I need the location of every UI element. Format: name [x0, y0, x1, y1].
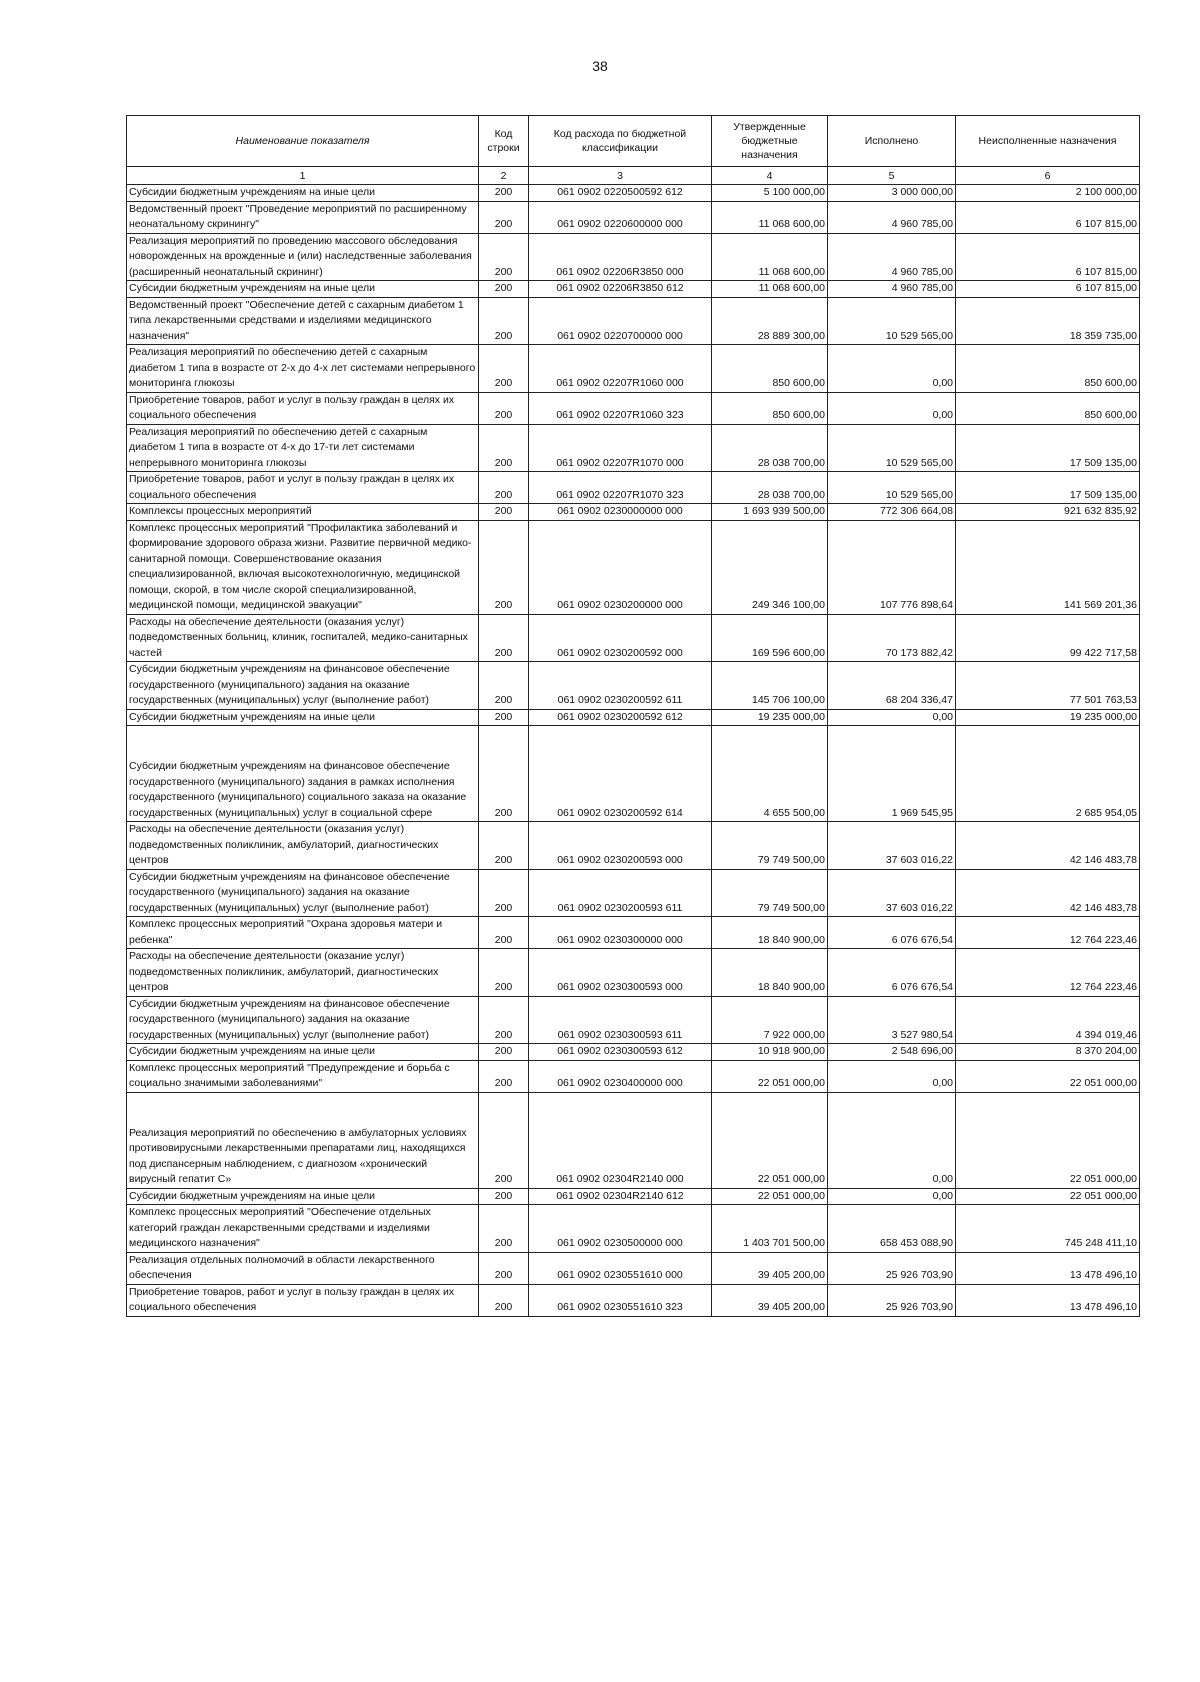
row-name-cell: Комплекс процессных мероприятий "Профилактика заболеваний и формирование здорового образа жизни. Развитие первичной медико-санитарной помощи. Совершенствование оказания специализированной, включая высокотехнологичную, медицинской помощи, скорой, в том числе скорой специализированной, медицинской помощи, медицинской эвакуации" — [127, 520, 479, 614]
row-executed-cell: 70 173 882,42 — [828, 614, 956, 662]
row-approved-cell: 22 051 000,00 — [712, 1188, 828, 1205]
row-executed-cell: 25 926 703,90 — [828, 1252, 956, 1284]
row-classification-cell: 061 0902 0230500000 000 — [529, 1205, 712, 1253]
row-approved-cell: 7 922 000,00 — [712, 996, 828, 1044]
row-unexecuted-cell: 850 600,00 — [956, 392, 1140, 424]
row-unexecuted-cell: 22 051 000,00 — [956, 1092, 1140, 1188]
row-unexecuted-cell: 141 569 201,36 — [956, 520, 1140, 614]
row-executed-cell: 4 960 785,00 — [828, 233, 956, 281]
row-approved-cell: 10 918 900,00 — [712, 1044, 828, 1061]
row-executed-cell: 0,00 — [828, 1060, 956, 1092]
row-approved-cell: 169 596 600,00 — [712, 614, 828, 662]
row-approved-cell: 39 405 200,00 — [712, 1284, 828, 1316]
column-number-row — [127, 167, 1140, 185]
row-name-cell: Реализация мероприятий по обеспечению детей с сахарным диабетом 1 типа в возрасте от 2-х до 4-х лет системами непрерывного мониторинга глюкозы — [127, 345, 479, 393]
row-code-cell: 200 — [479, 1060, 529, 1092]
table-row — [127, 392, 1140, 424]
table-row — [127, 1092, 1140, 1188]
row-unexecuted-cell: 99 422 717,58 — [956, 614, 1140, 662]
row-classification-cell: 061 0902 0230200592 000 — [529, 614, 712, 662]
row-executed-cell: 658 453 088,90 — [828, 1205, 956, 1253]
row-code-cell: 200 — [479, 996, 529, 1044]
row-approved-cell: 79 749 500,00 — [712, 869, 828, 917]
row-classification-cell: 061 0902 0230300593 000 — [529, 949, 712, 997]
column-number: 6 — [956, 167, 1140, 185]
row-executed-cell: 0,00 — [828, 392, 956, 424]
row-unexecuted-cell: 2 685 954,05 — [956, 726, 1140, 822]
row-unexecuted-cell: 12 764 223,46 — [956, 917, 1140, 949]
row-code-cell: 200 — [479, 504, 529, 521]
row-unexecuted-cell: 4 394 019,46 — [956, 996, 1140, 1044]
row-executed-cell: 4 960 785,00 — [828, 201, 956, 233]
row-approved-cell: 145 706 100,00 — [712, 662, 828, 710]
row-classification-cell: 061 0902 02304R2140 612 — [529, 1188, 712, 1205]
row-code-cell: 200 — [479, 1092, 529, 1188]
table-row — [127, 1284, 1140, 1316]
row-approved-cell: 22 051 000,00 — [712, 1092, 828, 1188]
row-name-cell: Комплекс процессных мероприятий "Обеспечение отдельных категорий граждан лекарственными средствами и изделиями медицинского назначения" — [127, 1205, 479, 1253]
row-executed-cell: 25 926 703,90 — [828, 1284, 956, 1316]
header-approved: Утвержденные бюджетные назначения — [712, 116, 828, 167]
row-name-cell: Субсидии бюджетным учреждениям на иные цели — [127, 281, 479, 298]
row-code-cell: 200 — [479, 662, 529, 710]
row-name-cell: Комплексы процессных мероприятий — [127, 504, 479, 521]
header-classification: Код расхода по бюджетной классификации — [529, 116, 712, 167]
row-executed-cell: 3 527 980,54 — [828, 996, 956, 1044]
row-unexecuted-cell: 22 051 000,00 — [956, 1188, 1140, 1205]
table-row — [127, 233, 1140, 281]
row-executed-cell: 4 960 785,00 — [828, 281, 956, 298]
table-header-row — [127, 116, 1140, 167]
row-code-cell: 200 — [479, 709, 529, 726]
row-approved-cell: 18 840 900,00 — [712, 949, 828, 997]
row-executed-cell: 6 076 676,54 — [828, 917, 956, 949]
column-number: 1 — [127, 167, 479, 185]
row-approved-cell: 850 600,00 — [712, 345, 828, 393]
row-classification-cell: 061 0902 0230400000 000 — [529, 1060, 712, 1092]
row-approved-cell: 1 693 939 500,00 — [712, 504, 828, 521]
header-name: Наименование показателя — [127, 116, 479, 167]
row-executed-cell: 772 306 664,08 — [828, 504, 956, 521]
row-classification-cell: 061 0902 0230300000 000 — [529, 917, 712, 949]
row-name-cell: Субсидии бюджетным учреждениям на финансовое обеспечение государственного (муниципального) задания на оказание государственных (муниципальных) услуг (выполнение работ) — [127, 996, 479, 1044]
row-unexecuted-cell: 2 100 000,00 — [956, 185, 1140, 202]
row-code-cell: 200 — [479, 949, 529, 997]
row-code-cell: 200 — [479, 392, 529, 424]
row-executed-cell: 3 000 000,00 — [828, 185, 956, 202]
table-row — [127, 345, 1140, 393]
row-classification-cell: 061 0902 0230200592 614 — [529, 726, 712, 822]
table-row — [127, 614, 1140, 662]
row-unexecuted-cell: 6 107 815,00 — [956, 233, 1140, 281]
row-name-cell: Расходы на обеспечение деятельности (оказания услуг) подведомственных больниц, клиник, госпиталей, медико-санитарных частей — [127, 614, 479, 662]
row-executed-cell: 68 204 336,47 — [828, 662, 956, 710]
table-row — [127, 949, 1140, 997]
row-name-cell: Приобретение товаров, работ и услуг в пользу граждан в целях их социального обеспечения — [127, 1284, 479, 1316]
row-executed-cell: 10 529 565,00 — [828, 472, 956, 504]
row-code-cell: 200 — [479, 1284, 529, 1316]
row-classification-cell: 061 0902 02207R1070 000 — [529, 424, 712, 472]
column-number: 4 — [712, 167, 828, 185]
row-name-cell: Субсидии бюджетным учреждениям на иные цели — [127, 1188, 479, 1205]
row-code-cell: 200 — [479, 185, 529, 202]
row-code-cell: 200 — [479, 233, 529, 281]
row-name-cell: Субсидии бюджетным учреждениям на иные цели — [127, 185, 479, 202]
row-code-cell: 200 — [479, 1044, 529, 1061]
row-name-cell: Субсидии бюджетным учреждениям на финансовое обеспечение государственного (муниципального) задания в рамках исполнения государственного (муниципального) социального заказа на оказание государственных (муниципальных) услуг в социальной сфере — [127, 726, 479, 822]
row-code-cell: 200 — [479, 614, 529, 662]
row-code-cell: 200 — [479, 1205, 529, 1253]
table-row — [127, 709, 1140, 726]
row-unexecuted-cell: 13 478 496,10 — [956, 1284, 1140, 1316]
row-executed-cell: 0,00 — [828, 1092, 956, 1188]
table-row — [127, 504, 1140, 521]
row-unexecuted-cell: 8 370 204,00 — [956, 1044, 1140, 1061]
row-approved-cell: 28 889 300,00 — [712, 297, 828, 345]
row-classification-cell: 061 0902 0230551610 000 — [529, 1252, 712, 1284]
row-unexecuted-cell: 42 146 483,78 — [956, 822, 1140, 870]
row-approved-cell: 18 840 900,00 — [712, 917, 828, 949]
row-unexecuted-cell: 12 764 223,46 — [956, 949, 1140, 997]
row-name-cell: Субсидии бюджетным учреждениям на финансовое обеспечение государственного (муниципального) задания на оказание государственных (муниципальных) услуг (выполнение работ) — [127, 662, 479, 710]
row-classification-cell: 061 0902 0230200000 000 — [529, 520, 712, 614]
table-row — [127, 1060, 1140, 1092]
row-name-cell: Реализация мероприятий по обеспечению детей с сахарным диабетом 1 типа в возрасте от 4-х до 17-ти лет системами непрерывного мониторинга глюкозы — [127, 424, 479, 472]
row-code-cell: 200 — [479, 472, 529, 504]
row-code-cell: 200 — [479, 424, 529, 472]
row-executed-cell: 0,00 — [828, 709, 956, 726]
row-code-cell: 200 — [479, 345, 529, 393]
row-approved-cell: 11 068 600,00 — [712, 201, 828, 233]
row-approved-cell: 11 068 600,00 — [712, 233, 828, 281]
row-unexecuted-cell: 17 509 135,00 — [956, 424, 1140, 472]
row-unexecuted-cell: 18 359 735,00 — [956, 297, 1140, 345]
row-unexecuted-cell: 19 235 000,00 — [956, 709, 1140, 726]
row-classification-cell: 061 0902 02207R1060 323 — [529, 392, 712, 424]
row-code-cell: 200 — [479, 822, 529, 870]
table-row — [127, 726, 1140, 822]
row-classification-cell: 061 0902 0230200592 612 — [529, 709, 712, 726]
row-name-cell: Субсидии бюджетным учреждениям на финансовое обеспечение государственного (муниципального) задания на оказание государственных (муниципальных) услуг (выполнение работ) — [127, 869, 479, 917]
row-classification-cell: 061 0902 02304R2140 000 — [529, 1092, 712, 1188]
row-name-cell: Приобретение товаров, работ и услуг в пользу граждан в целях их социального обеспечения — [127, 392, 479, 424]
row-name-cell: Комплекс процессных мероприятий "Предупреждение и борьба с социально значимыми заболеваниями" — [127, 1060, 479, 1092]
header-code: Код строки — [479, 116, 529, 167]
row-name-cell: Комплекс процессных мероприятий "Охрана здоровья матери и ребенка" — [127, 917, 479, 949]
row-classification-cell: 061 0902 0230000000 000 — [529, 504, 712, 521]
table-row — [127, 869, 1140, 917]
table-row — [127, 472, 1140, 504]
row-unexecuted-cell: 6 107 815,00 — [956, 281, 1140, 298]
row-classification-cell: 061 0902 0230200593 611 — [529, 869, 712, 917]
row-executed-cell: 107 776 898,64 — [828, 520, 956, 614]
row-approved-cell: 11 068 600,00 — [712, 281, 828, 298]
row-unexecuted-cell: 745 248 411,10 — [956, 1205, 1140, 1253]
row-unexecuted-cell: 42 146 483,78 — [956, 869, 1140, 917]
row-approved-cell: 19 235 000,00 — [712, 709, 828, 726]
row-unexecuted-cell: 77 501 763,53 — [956, 662, 1140, 710]
row-executed-cell: 0,00 — [828, 345, 956, 393]
row-name-cell: Ведомственный проект "Обеспечение детей с сахарным диабетом 1 типа лекарственными средствами и изделиями медицинского назначения" — [127, 297, 479, 345]
page-number: 38 — [592, 58, 608, 74]
table-row — [127, 1252, 1140, 1284]
table-body — [127, 185, 1140, 1317]
column-number: 3 — [529, 167, 712, 185]
row-name-cell: Расходы на обеспечение деятельности (оказание услуг) подведомственных поликлиник, амбулаторий, диагностических центров — [127, 949, 479, 997]
row-approved-cell: 5 100 000,00 — [712, 185, 828, 202]
row-classification-cell: 061 0902 0220600000 000 — [529, 201, 712, 233]
column-number: 2 — [479, 167, 529, 185]
row-executed-cell: 2 548 696,00 — [828, 1044, 956, 1061]
row-name-cell: Субсидии бюджетным учреждениям на иные цели — [127, 1044, 479, 1061]
row-code-cell: 200 — [479, 726, 529, 822]
row-classification-cell: 061 0902 0230300593 611 — [529, 996, 712, 1044]
row-executed-cell: 37 603 016,22 — [828, 869, 956, 917]
row-classification-cell: 061 0902 0220700000 000 — [529, 297, 712, 345]
row-code-cell: 200 — [479, 1188, 529, 1205]
row-classification-cell: 061 0902 02206R3850 612 — [529, 281, 712, 298]
table-row — [127, 822, 1140, 870]
row-approved-cell: 28 038 700,00 — [712, 472, 828, 504]
table-row — [127, 1188, 1140, 1205]
header-unexecuted: Неисполненные назначения — [956, 116, 1140, 167]
table-row — [127, 201, 1140, 233]
row-name-cell: Реализация мероприятий по проведению массового обследования новорожденных на врожденные и (или) наследственные заболевания (расширенный неонатальный скрининг) — [127, 233, 479, 281]
header-executed: Исполнено — [828, 116, 956, 167]
row-unexecuted-cell: 17 509 135,00 — [956, 472, 1140, 504]
row-executed-cell: 37 603 016,22 — [828, 822, 956, 870]
row-name-cell: Реализация мероприятий по обеспечению в амбулаторных условиях противовирусными лекарственными препаратами лиц, находящихся под диспансерным наблюдением, с диагнозом «хронический вирусный гепатит С» — [127, 1092, 479, 1188]
row-approved-cell: 1 403 701 500,00 — [712, 1205, 828, 1253]
table-row — [127, 1044, 1140, 1061]
row-classification-cell: 061 0902 02207R1060 000 — [529, 345, 712, 393]
column-number: 5 — [828, 167, 956, 185]
row-code-cell: 200 — [479, 1252, 529, 1284]
row-approved-cell: 850 600,00 — [712, 392, 828, 424]
row-code-cell: 200 — [479, 917, 529, 949]
table-row — [127, 297, 1140, 345]
row-approved-cell: 79 749 500,00 — [712, 822, 828, 870]
row-approved-cell: 39 405 200,00 — [712, 1252, 828, 1284]
row-code-cell: 200 — [479, 281, 529, 298]
row-classification-cell: 061 0902 0230200593 000 — [529, 822, 712, 870]
row-classification-cell: 061 0902 0230200592 611 — [529, 662, 712, 710]
row-code-cell: 200 — [479, 201, 529, 233]
row-unexecuted-cell: 850 600,00 — [956, 345, 1140, 393]
row-name-cell: Расходы на обеспечение деятельности (оказания услуг) подведомственных поликлиник, амбулаторий, диагностических центров — [127, 822, 479, 870]
table-row — [127, 1205, 1140, 1253]
row-executed-cell: 1 969 545,95 — [828, 726, 956, 822]
table-row — [127, 185, 1140, 202]
table-row — [127, 281, 1140, 298]
row-approved-cell: 249 346 100,00 — [712, 520, 828, 614]
table-row — [127, 662, 1140, 710]
row-executed-cell: 6 076 676,54 — [828, 949, 956, 997]
row-executed-cell: 10 529 565,00 — [828, 297, 956, 345]
row-approved-cell: 28 038 700,00 — [712, 424, 828, 472]
row-classification-cell: 061 0902 02207R1070 323 — [529, 472, 712, 504]
row-unexecuted-cell: 6 107 815,00 — [956, 201, 1140, 233]
row-unexecuted-cell: 13 478 496,10 — [956, 1252, 1140, 1284]
budget-execution-table — [126, 115, 1140, 1317]
table-row — [127, 520, 1140, 614]
row-name-cell: Субсидии бюджетным учреждениям на иные цели — [127, 709, 479, 726]
row-code-cell: 200 — [479, 520, 529, 614]
row-classification-cell: 061 0902 0230551610 323 — [529, 1284, 712, 1316]
row-code-cell: 200 — [479, 297, 529, 345]
row-approved-cell: 22 051 000,00 — [712, 1060, 828, 1092]
row-unexecuted-cell: 22 051 000,00 — [956, 1060, 1140, 1092]
row-executed-cell: 0,00 — [828, 1188, 956, 1205]
row-classification-cell: 061 0902 02206R3850 000 — [529, 233, 712, 281]
row-name-cell: Приобретение товаров, работ и услуг в пользу граждан в целях их социального обеспечения — [127, 472, 479, 504]
row-name-cell: Ведомственный проект "Проведение мероприятий по расширенному неонатальному скринингу" — [127, 201, 479, 233]
row-unexecuted-cell: 921 632 835,92 — [956, 504, 1140, 521]
table-row — [127, 996, 1140, 1044]
row-executed-cell: 10 529 565,00 — [828, 424, 956, 472]
row-approved-cell: 4 655 500,00 — [712, 726, 828, 822]
row-code-cell: 200 — [479, 869, 529, 917]
table-row — [127, 917, 1140, 949]
table-row — [127, 424, 1140, 472]
row-classification-cell: 061 0902 0230300593 612 — [529, 1044, 712, 1061]
row-classification-cell: 061 0902 0220500592 612 — [529, 185, 712, 202]
row-name-cell: Реализация отдельных полномочий в области лекарственного обеспечения — [127, 1252, 479, 1284]
